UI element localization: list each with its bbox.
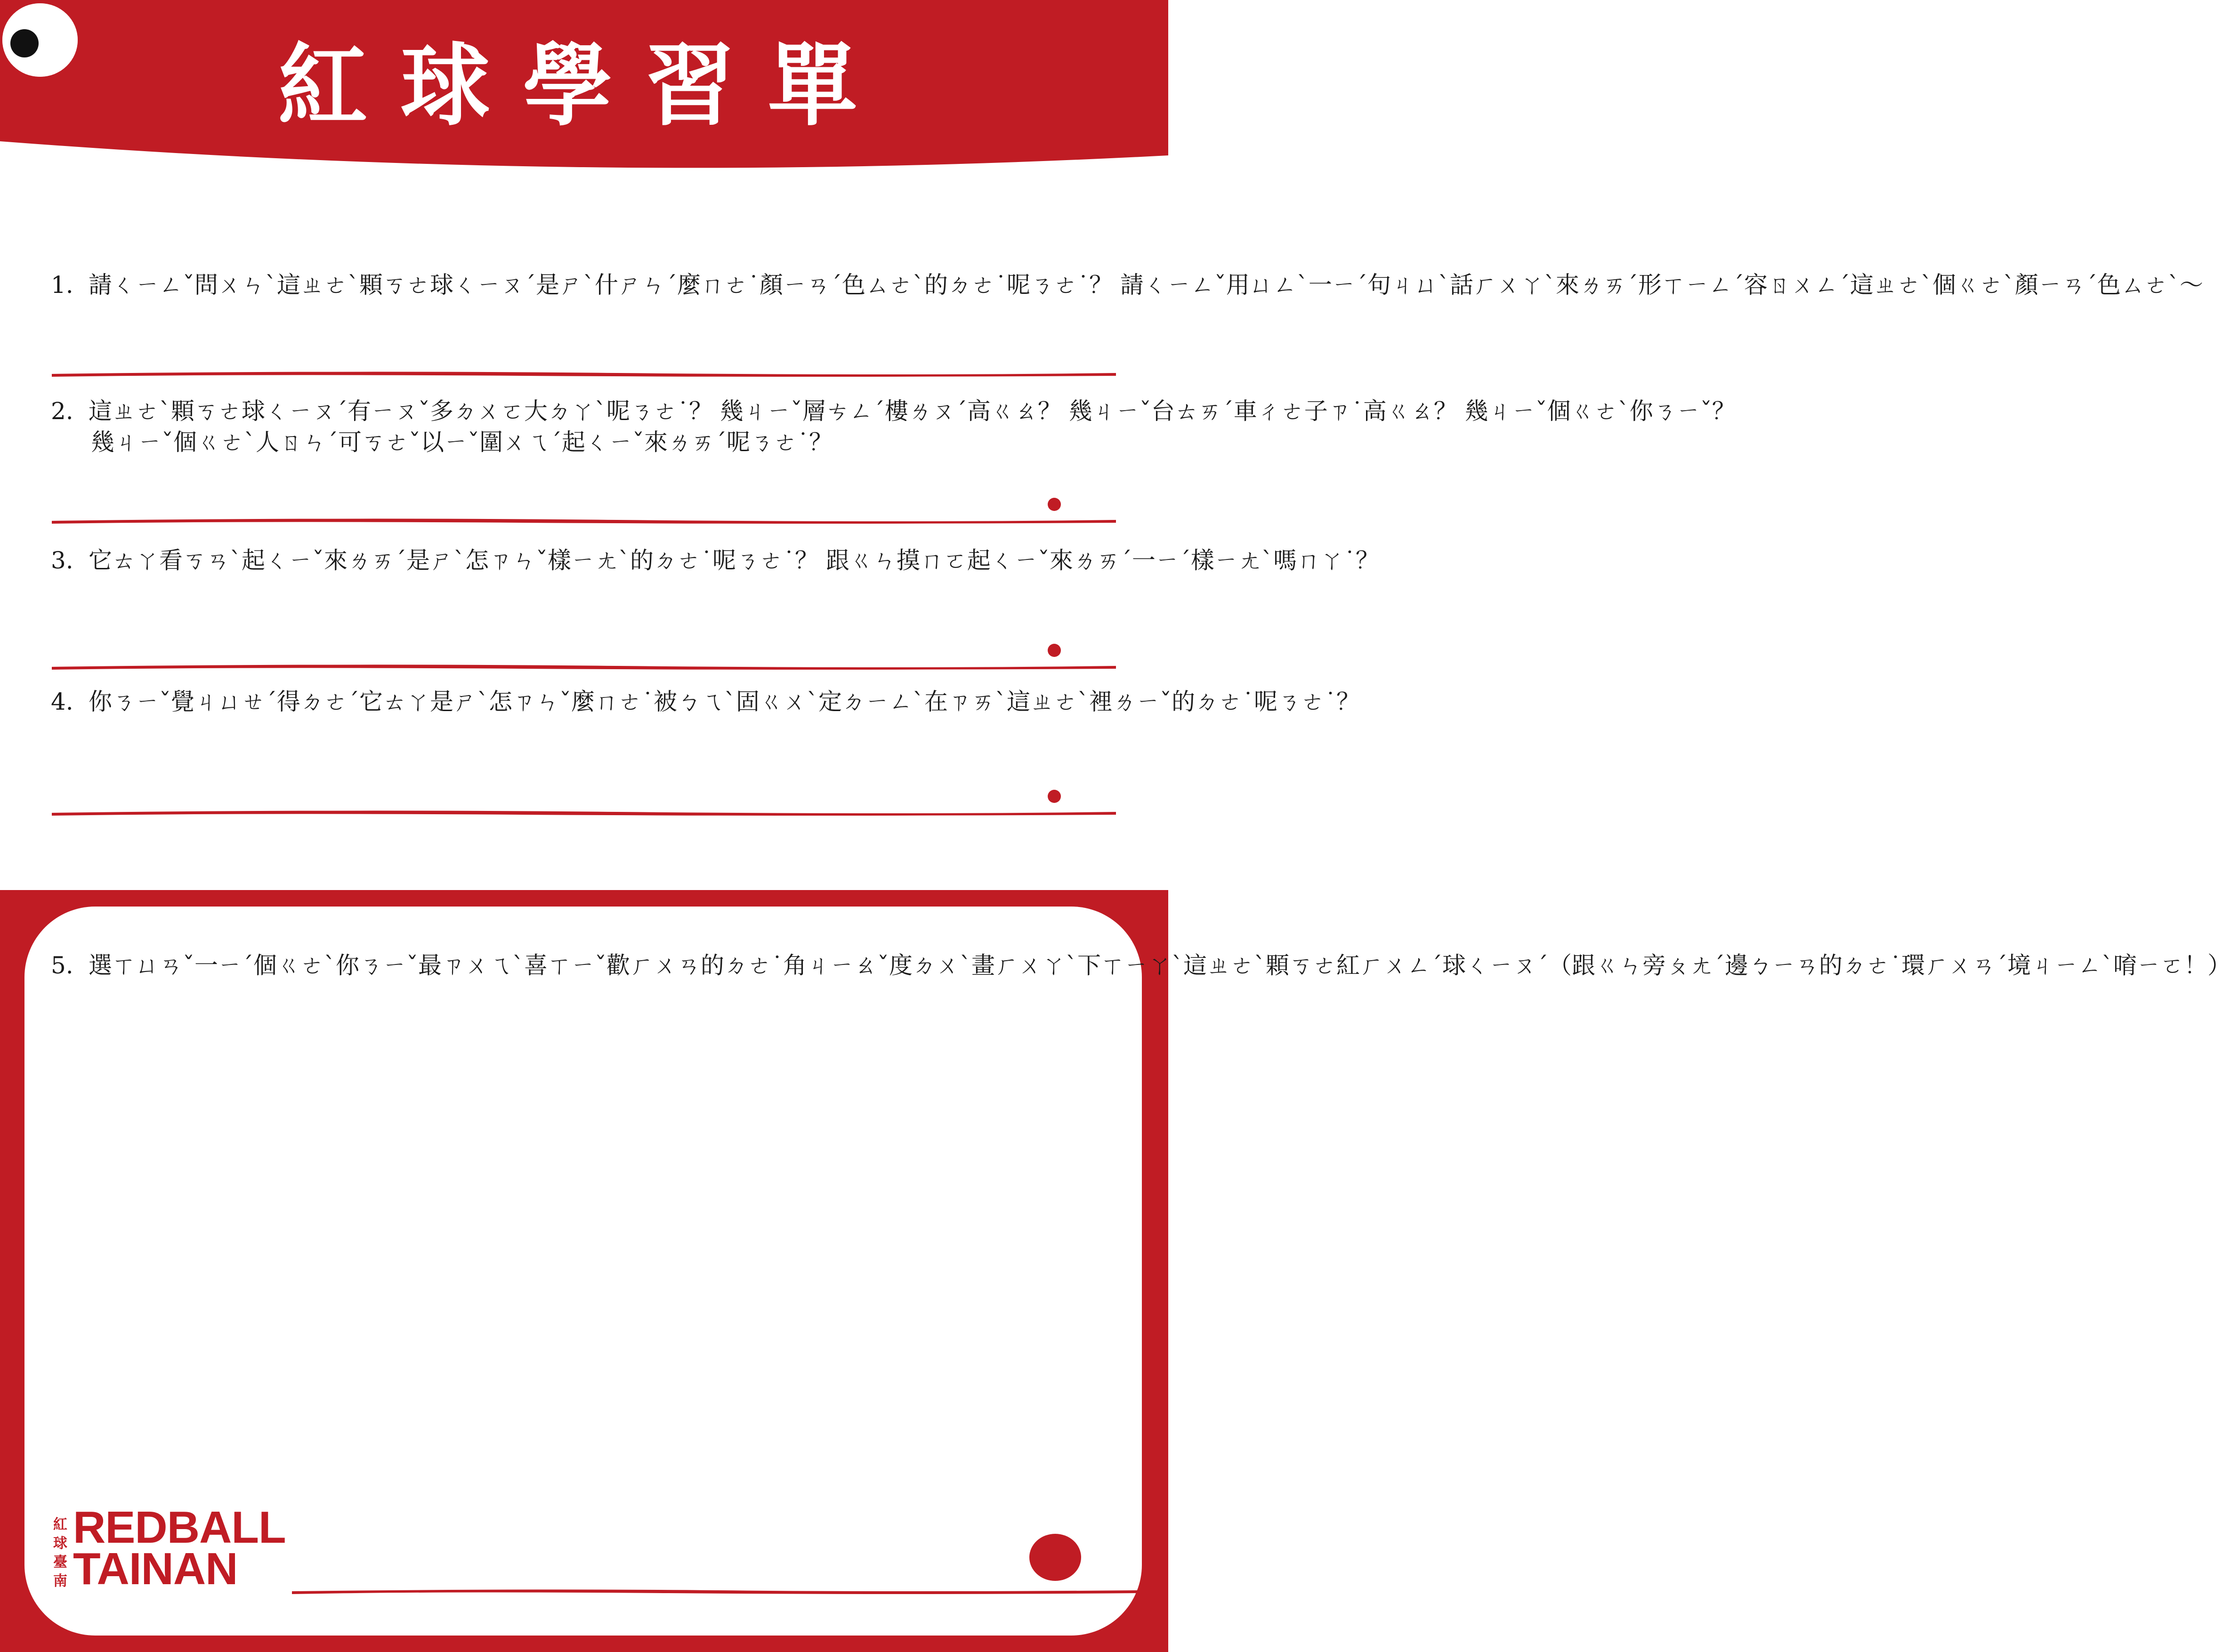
question-number: 1.	[51, 271, 73, 299]
question-4	[51, 686, 1360, 717]
question-number: 5.	[51, 952, 73, 979]
question-text: 請ㄑㄧㄥˇ問ㄨㄣˋ這ㄓㄜˋ顆ㄎㄜ球ㄑㄧㄡˊ是ㄕˋ什ㄕㄣˊ麼ㄇㄜ˙顏ㄧㄢˊ色ㄙㄜˋ的ㄉㄜ˙呢ㄋㄜ˙？ 請ㄑㄧㄥˇ用ㄩㄥˋ一ㄧˊ句ㄐㄩˋ話ㄏㄨㄚˋ來ㄌㄞˊ形ㄒㄧㄥˊ容ㄖㄨㄥˊ這ㄓㄜˋ個ㄍㄜˋ顏ㄧㄢˊ色ㄙㄜˋ～	[89, 271, 2203, 299]
question-number: 2.	[51, 397, 73, 425]
redball-tainan-logo	[52, 1502, 297, 1594]
answer-line-1[interactable]	[52, 367, 1116, 381]
answer-line-2[interactable]	[52, 514, 1116, 528]
header-banner	[0, 0, 1168, 179]
question-1	[51, 269, 2203, 300]
logo-line-1: REDBALL	[73, 1502, 286, 1553]
logo-line-2: TAINAN	[73, 1544, 238, 1594]
drawing-bottom-line	[292, 1585, 1140, 1599]
red-dot-marker	[1048, 644, 1061, 657]
question-number: 4.	[51, 688, 73, 715]
question-text-line-2: 幾ㄐㄧˇ個ㄍㄜˋ人ㄖㄣˊ可ㄎㄜˇ以ㄧˇ圍ㄨㄟˊ起ㄑㄧˇ來ㄌㄞˊ呢ㄋㄜ˙？	[91, 429, 833, 456]
question-text: 這ㄓㄜˋ顆ㄎㄜ球ㄑㄧㄡˊ有ㄧㄡˇ多ㄉㄨㄛ大ㄉㄚˋ呢ㄋㄜ˙？ 幾ㄐㄧˇ層ㄘㄥˊ樓ㄌㄡˊ高ㄍㄠ？ 幾ㄐㄧˇ台ㄊㄞˊ車ㄔㄜ子ㄗ˙高ㄍㄠ？ 幾ㄐㄧˇ個ㄍㄜˋ你ㄋㄧˇ？	[89, 397, 1736, 425]
question-2	[51, 396, 1736, 458]
question-text: 你ㄋㄧˇ覺ㄐㄩㄝˊ得ㄉㄜˊ它ㄊㄚ是ㄕˋ怎ㄗㄣˇ麼ㄇㄜ˙被ㄅㄟˋ固ㄍㄨˋ定ㄉㄧㄥˋ在ㄗㄞˋ這ㄓㄜˋ裡ㄌㄧˇ的ㄉㄜ˙呢ㄋㄜ˙？	[89, 688, 1360, 715]
answer-line-4[interactable]	[52, 806, 1116, 820]
red-dot-marker	[1048, 790, 1061, 803]
question-text: 選ㄒㄩㄢˇ一ㄧˊ個ㄍㄜˋ你ㄋㄧˇ最ㄗㄨㄟˋ喜ㄒㄧˇ歡ㄏㄨㄢ的ㄉㄜ˙角ㄐㄧㄠˇ度ㄉㄨˋ畫ㄏㄨㄚˋ下ㄒㄧㄚˋ這ㄓㄜˋ顆ㄎㄜ紅ㄏㄨㄥˊ球ㄑㄧㄡˊ（跟ㄍㄣ旁ㄆㄤˊ邊ㄅㄧㄢ的ㄉㄜ˙環ㄏㄨㄢˊ境ㄐㄧㄥˋ唷ㄧㄛ！）	[89, 952, 2231, 979]
logo-vertical-text: 紅 球 臺 南	[53, 1516, 67, 1589]
red-dot-marker	[1048, 498, 1061, 511]
question-5	[51, 950, 2231, 981]
answer-line-3[interactable]	[52, 660, 1116, 674]
page-title: 紅球學習單	[278, 34, 890, 138]
red-ball-dot	[1029, 1534, 1081, 1581]
question-3	[51, 545, 1379, 576]
question-text: 它ㄊㄚ看ㄎㄢˋ起ㄑㄧˇ來ㄌㄞˊ是ㄕˋ怎ㄗㄣˇ樣ㄧㄤˋ的ㄉㄜ˙呢ㄋㄜ˙？ 跟ㄍㄣ摸ㄇㄛ起ㄑㄧˇ來ㄌㄞˊ一ㄧˊ樣ㄧㄤˋ嗎ㄇㄚ˙？	[89, 547, 1379, 574]
question-number: 3.	[51, 547, 73, 574]
